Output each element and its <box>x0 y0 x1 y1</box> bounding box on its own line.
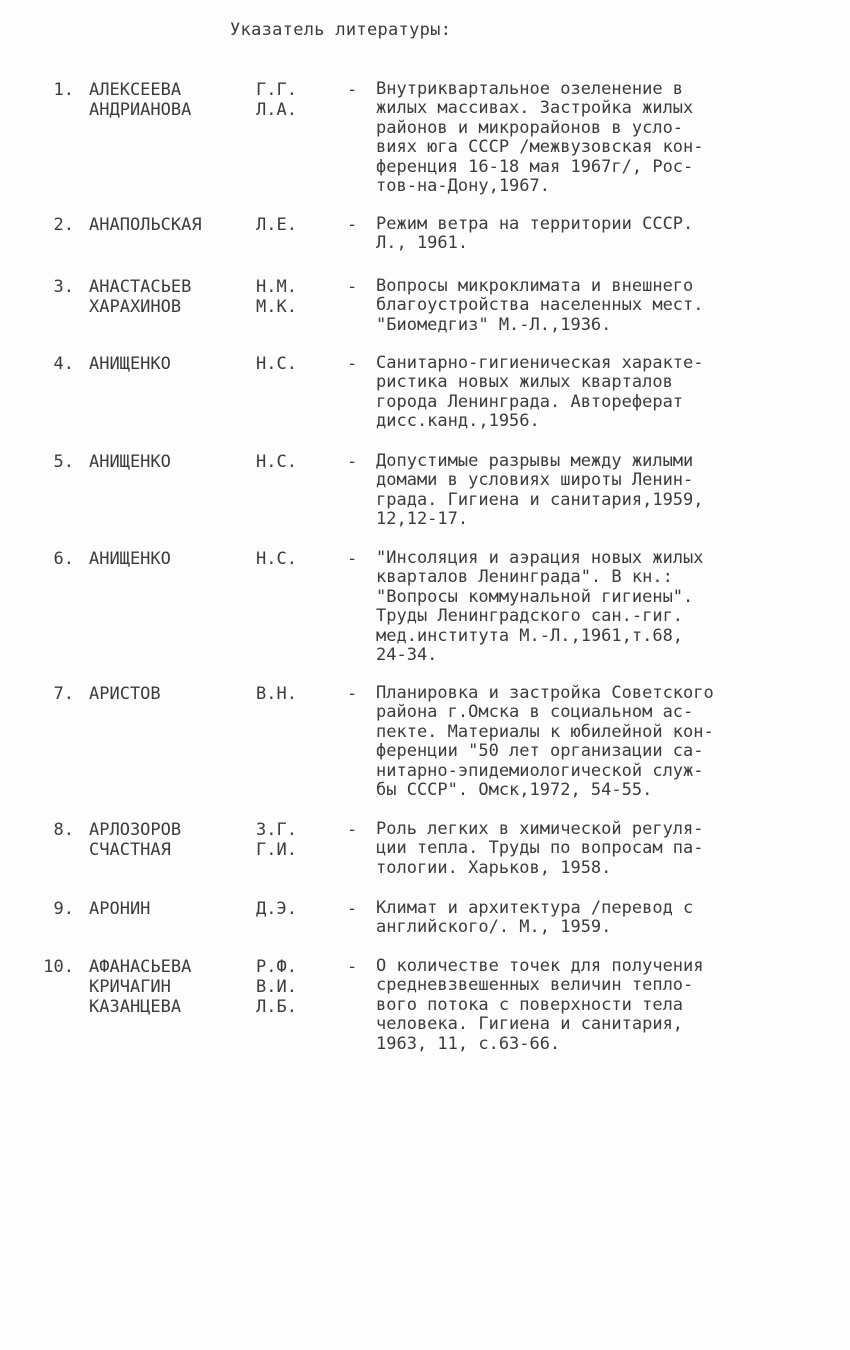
author-initials: Г.И. <box>256 840 297 860</box>
author-initials: В.Н. <box>256 684 297 704</box>
entry-initials <box>256 549 297 569</box>
entry-initials <box>256 899 297 919</box>
reference-line: Режим ветра на территории СССР. <box>376 214 694 234</box>
entry-initials <box>256 354 297 374</box>
reference-line: жилых массивах. Застройка жилых <box>376 98 694 119</box>
author-name: АНДРИАНОВА <box>89 100 192 120</box>
entry-number: 5. <box>53 452 74 472</box>
entry-authors <box>89 684 161 704</box>
reference-line: Труды Ленинградского сан.-гиг. <box>376 606 684 627</box>
entry-dash: - <box>347 820 358 840</box>
reference-line: Санитарно-гигиеническая характе- <box>376 353 704 373</box>
reference-line: Роль легких в химической регуля- <box>376 819 704 839</box>
entry-authors <box>89 820 181 860</box>
author-name: АФАНАСЬЕВА <box>89 957 192 977</box>
reference-line: районов и микрорайонов в усло- <box>376 117 684 138</box>
author-initials: М.К. <box>256 297 297 317</box>
entry-number: 10. <box>43 957 74 977</box>
reference-line: ристика новых жилых кварталов <box>376 372 673 393</box>
reference-line: ференция 16-18 мая 1967г/, Рос- <box>376 156 694 177</box>
entry-authors <box>89 215 202 235</box>
author-name: ХАРАХИНОВ <box>89 297 182 317</box>
reference-line: О количестве точек для получения <box>376 956 704 976</box>
reference-line: ференции "50 лет организации са- <box>376 741 704 762</box>
author-initials: Л.Е. <box>256 215 297 235</box>
author-initials: Н.С. <box>256 452 297 472</box>
author-name: АНАСТАСЬЕВ <box>89 277 192 297</box>
author-initials: Г.Г. <box>256 80 297 100</box>
author-name: АНИЩЕНКО <box>89 549 171 569</box>
entry-number: 6. <box>53 549 74 569</box>
entry-initials <box>256 277 297 317</box>
reference-line: ции тепла. Труды по вопросам па- <box>376 838 704 859</box>
author-name: АНИЩЕНКО <box>89 354 171 374</box>
author-name: АРЛОЗОРОВ <box>89 820 182 840</box>
reference-line: 24-34. <box>376 645 438 666</box>
author-initials: Д.Э. <box>256 899 297 919</box>
entry-dash: - <box>347 80 358 100</box>
entry-reference <box>376 354 816 432</box>
entry-reference <box>376 215 816 254</box>
entry-authors <box>89 549 171 569</box>
author-name: АЛЕКСЕЕВА <box>89 80 182 100</box>
reference-line: вого потока с поверхности тела <box>376 994 684 1015</box>
entry-reference <box>376 820 816 878</box>
author-initials: Н.М. <box>256 277 297 297</box>
reference-line: Планировка и застройка Советского <box>376 683 714 703</box>
entry-dash: - <box>347 957 358 977</box>
entry-initials <box>256 820 297 860</box>
entry-number: 8. <box>53 820 74 840</box>
reference-line: города Ленинграда. Автореферат <box>376 391 684 412</box>
entry-number: 4. <box>53 354 74 374</box>
entry-authors <box>89 354 171 374</box>
reference-line: виях юга СССР /межвузовская кон- <box>376 137 704 158</box>
reference-line: бы СССР". Омск,1972, 54-55. <box>376 780 653 801</box>
reference-line: кварталов Ленинграда". В кн.: <box>376 567 673 588</box>
entry-reference <box>376 452 816 530</box>
reference-line: тов-на-Дону,1967. <box>376 176 550 197</box>
entry-initials <box>256 215 297 235</box>
reference-line: средневзвешенных величин тепло- <box>376 975 694 996</box>
author-initials: Л.Б. <box>256 997 297 1017</box>
entry-authors <box>89 899 150 919</box>
reference-line: "Инсоляция и аэрация новых жилых <box>376 548 704 568</box>
reference-line: Допустимые разрывы между жилыми <box>376 451 694 471</box>
entry-number: 1. <box>53 80 74 100</box>
author-name: АНИЩЕНКО <box>89 452 171 472</box>
entry-authors <box>89 957 191 1017</box>
author-name: КРИЧАГИН <box>89 977 171 997</box>
reference-line: нитарно-эпидемиологической служ- <box>376 760 704 781</box>
entry-number: 7. <box>53 684 74 704</box>
entry-dash: - <box>347 354 358 374</box>
author-name: АРОНИН <box>89 899 151 919</box>
reference-line: дисс.канд.,1956. <box>376 411 540 432</box>
entry-dash: - <box>347 684 358 704</box>
entry-reference <box>376 957 816 1054</box>
reference-line: мед.института М.-Л.,1961,т.68, <box>376 625 684 646</box>
author-initials: В.И. <box>256 977 297 997</box>
reference-line: английского/. М., 1959. <box>376 917 612 938</box>
author-name: КАЗАНЦЕВА <box>89 997 182 1017</box>
author-initials: Л.А. <box>256 100 297 120</box>
entry-number: 3. <box>53 277 74 297</box>
reference-line: 1963, 11, с.63-66. <box>376 1033 561 1054</box>
entry-dash: - <box>347 215 358 235</box>
reference-line: Вопросы микроклимата и внешнего <box>376 276 694 296</box>
reference-line: пекте. Материалы к юбилейной кон- <box>376 721 714 742</box>
author-name: СЧАСТНАЯ <box>89 840 171 860</box>
reference-line: района г.Омска в социальном ас- <box>376 702 694 723</box>
reference-line: града. Гигиена и санитария,1959, <box>376 489 704 510</box>
author-initials: З.Г. <box>256 820 297 840</box>
reference-line: Внутриквартальное озеленение в <box>376 79 684 99</box>
entry-dash: - <box>347 277 358 297</box>
entry-dash: - <box>347 549 358 569</box>
entry-number: 9. <box>53 899 74 919</box>
entry-dash: - <box>347 452 358 472</box>
reference-line: человека. Гигиена и санитария, <box>376 1014 684 1035</box>
entry-initials <box>256 80 297 120</box>
entry-authors <box>89 452 171 472</box>
author-name: АНАПОЛЬСКАЯ <box>89 215 202 235</box>
entry-initials <box>256 452 297 472</box>
author-name: АРИСТОВ <box>89 684 161 704</box>
entry-dash: - <box>347 899 358 919</box>
entry-number: 2. <box>53 215 74 235</box>
entry-reference <box>376 80 816 196</box>
reference-line: "Биомедгиз" М.-Л.,1936. <box>376 314 612 335</box>
reference-line: Л., 1961. <box>376 233 469 254</box>
reference-line: 12,12-17. <box>376 509 469 530</box>
author-initials: Н.С. <box>256 354 297 374</box>
page-title: Указатель литературы: <box>230 20 452 40</box>
author-initials: Н.С. <box>256 549 297 569</box>
entry-reference <box>376 549 816 665</box>
reference-line: домами в условиях широты Ленин- <box>376 470 694 491</box>
author-initials: Р.Ф. <box>256 957 297 977</box>
entry-initials <box>256 957 297 1017</box>
reference-line: тологии. Харьков, 1958. <box>376 857 612 878</box>
entry-authors <box>89 80 191 120</box>
reference-line: "Вопросы коммунальной гигиены". <box>376 586 694 607</box>
entry-reference <box>376 899 816 938</box>
entry-reference <box>376 277 816 335</box>
reference-line: Климат и архитектура /перевод с <box>376 898 694 918</box>
entry-reference <box>376 684 816 800</box>
reference-line: благоустройства населенных мест. <box>376 295 704 316</box>
entry-authors <box>89 277 191 317</box>
entry-initials <box>256 684 297 704</box>
